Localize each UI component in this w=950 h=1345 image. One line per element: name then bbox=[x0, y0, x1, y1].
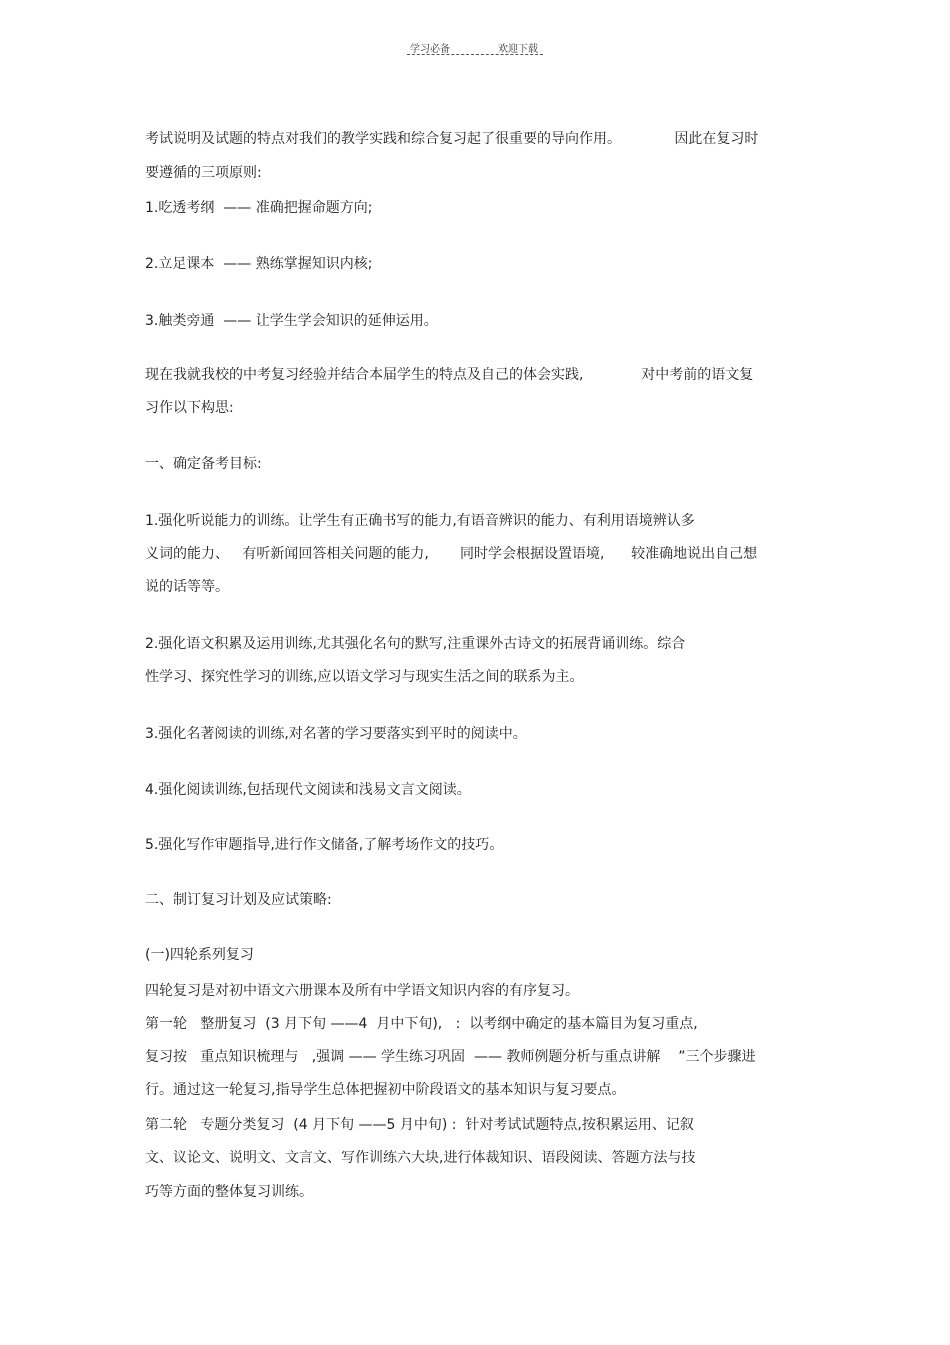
text-line: 2.立足课本 —— 熟练掌握知识内核; bbox=[145, 256, 373, 272]
text-line: 复习按 重点知识梳理与 ,强调 —— 学生练习巩固 —— 教师例题分析与重点讲解 ”三个步骤进 bbox=[145, 1049, 756, 1065]
text-line: 性学习、探究性学习的训练,应以语文学习与现实生活之间的联系为主。 bbox=[145, 669, 584, 685]
text-line: 5.强化写作审题指导,进行作文储备,了解考场作文的技巧。 bbox=[145, 837, 504, 853]
text-line: 考试说明及试题的特点对我们的教学实践和综合复习起了很重要的导向作用。 因此在复习时 bbox=[145, 131, 759, 147]
text-line: 要遵循的三项原则: bbox=[145, 165, 262, 181]
text-line: 2.强化语文积累及运用训练,尤其强化名句的默写,注重课外古诗文的拓展背诵训练。综合 bbox=[145, 636, 686, 652]
text-line: 1.强化听说能力的训练。让学生有正确书写的能力,有语音辨识的能力、有利用语境辨认多 bbox=[145, 513, 695, 529]
header-dashed-rule bbox=[407, 54, 543, 55]
text-line: 第一轮 整册复习 (3 月下旬 ——4 月中下旬), : 以考纲中确定的基本篇目为复习重点, bbox=[145, 1016, 698, 1032]
text-line: 第二轮 专题分类复习 (4 月下旬 ——5 月中旬) : 针对考试试题特点,按积累运用、记叙 bbox=[145, 1117, 694, 1133]
text-line: 义词的能力、 有听新闻回答相关问题的能力, 同时学会根据设置语境, 较准确地说出自己想 bbox=[145, 546, 758, 562]
text-line: 文、议论文、说明文、文言文、写作训练六大块,进行体裁知识、语段阅读、答题方法与技 bbox=[145, 1150, 696, 1166]
text-line: 习作以下构思: bbox=[145, 400, 234, 416]
text-line: 说的话等等。 bbox=[145, 579, 229, 595]
header-left-label: 学习必备 bbox=[410, 44, 450, 55]
text-line: 二、制订复习计划及应试策略: bbox=[145, 892, 332, 908]
text-line: 四轮复习是对初中语文六册课本及所有中学语文知识内容的有序复习。 bbox=[145, 983, 579, 999]
text-line: 1.吃透考纲 —— 准确把握命题方向; bbox=[145, 200, 373, 216]
text-line: 3.触类旁通 —— 让学生学会知识的延伸运用。 bbox=[145, 313, 438, 329]
text-line: 行。通过这一轮复习,指导学生总体把握初中阶段语文的基本知识与复习要点。 bbox=[145, 1082, 626, 1098]
page-header bbox=[407, 38, 543, 56]
header-right-label: 欢迎下载 bbox=[498, 44, 538, 55]
text-line: 巧等方面的整体复习训练。 bbox=[145, 1184, 313, 1200]
text-line: (一)四轮系列复习 bbox=[145, 947, 254, 963]
text-line: 3.强化名著阅读的训练,对名著的学习要落实到平时的阅读中。 bbox=[145, 726, 527, 742]
text-line: 一、确定备考目标: bbox=[145, 456, 262, 472]
text-line: 现在我就我校的中考复习经验并结合本届学生的特点及自己的体会实践, 对中考前的语文复 bbox=[145, 367, 754, 383]
text-line: 4.强化阅读训练,包括现代文阅读和浅易文言文阅读。 bbox=[145, 782, 471, 798]
